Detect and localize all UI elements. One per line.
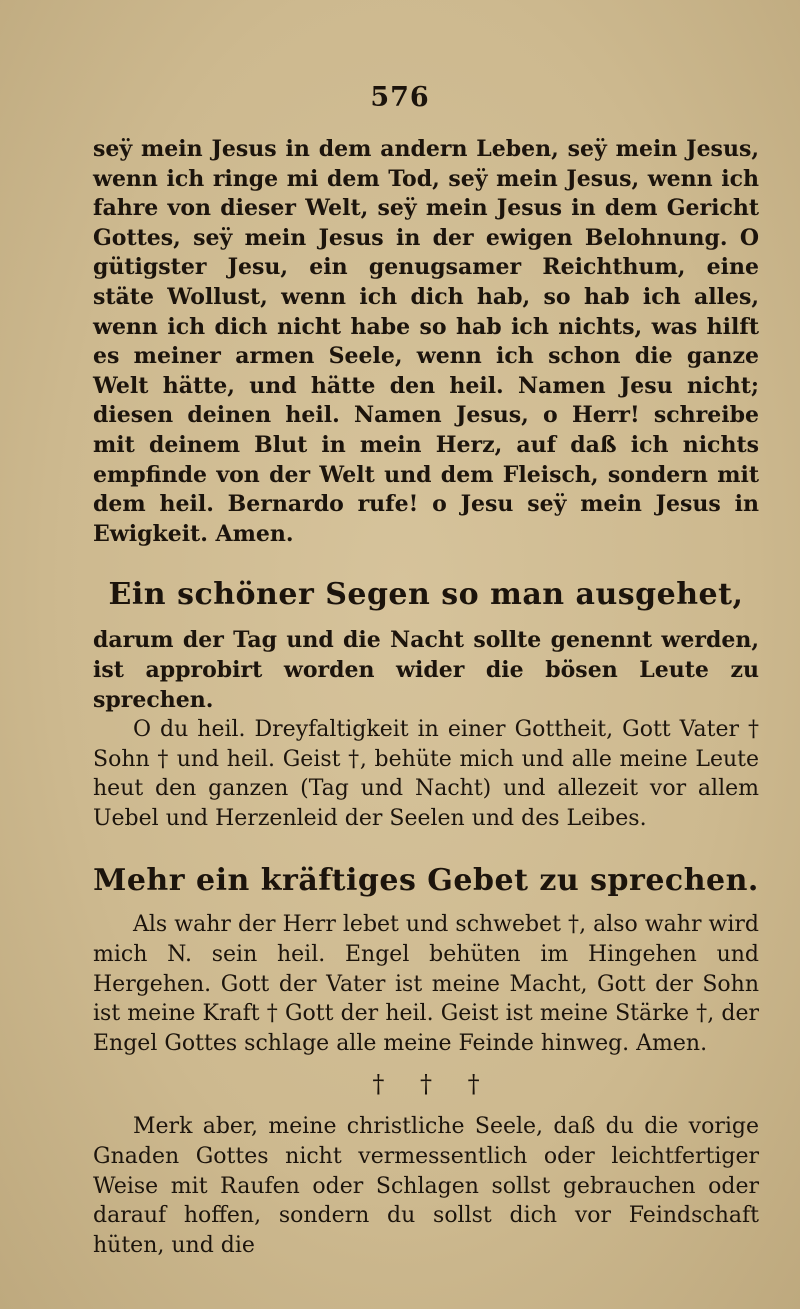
page-number: 576 <box>370 82 430 113</box>
paragraph-1: seÿ mein Jesus in dem andern Leben, seÿ mein Jesus, wenn ich ringe mi dem Tod, seÿ mein Jesus, wenn ich fahre von dieser Welt, seÿ mein Jesus in dem Gericht Gottes, seÿ mein Jesus in der ewigen Belohnung. O gütigster Jesu, ein genugsamer Reichthum, eine stäte Wollust, wenn ich dich hab, so hab ich alles, wenn ich dich nicht habe so hab ich nichts, was hilft es meiner armen Seele, wenn ich schon die ganze Welt hätte, und hätte den heil. Namen Jesu nicht; diesen deinen heil. Namen Jesus, o Herr! schreibe mit deinem Blut in mein Herz, auf daß ich nichts empfinde von der Welt und dem Fleisch, sondern mit dem heil. Bernardo rufe! o Jesu seÿ mein Jesus in Ewigkeit. Amen. <box>93 136 759 547</box>
paragraph-3: O du heil. Dreyfaltigkeit in einer Gottheit, Gott Vater † Sohn † und heil. Geist †, behüte mich und alle meine Leute heut den ganzen (Tag und Nacht) und allezeit vor allem Uebel und Herzenleid der Seelen und des Leibes. <box>93 717 759 831</box>
crosses-line: † † † <box>372 1070 480 1099</box>
paragraph-2: darum der Tag und die Nacht sollte genennt werden, ist approbirt worden wider die bösen Leute zu sprechen. <box>93 627 759 713</box>
page-content <box>93 135 759 1260</box>
paragraph-5: Merk aber, meine christliche Seele, daß du die vorige Gnaden Gottes nicht vermessentlich oder leichtfertiger Weise mit Raufen oder Schlagen sollst gebrauchen oder darauf hoffen, sondern du sollst dich vor Feindschaft hüten, und die <box>93 1114 759 1258</box>
heading-prayer: Mehr ein kräftiges Gebet zu sprechen. <box>93 863 759 899</box>
heading-blessing: Ein schöner Segen so man ausgehet, <box>108 577 744 613</box>
paragraph-4: Als wahr der Herr lebet und schwebet †, also wahr wird mich N. sein heil. Engel behüten im Hingehen und Hergehen. Gott der Vater ist meine Macht, Gott der Sohn ist meine Kraft † Gott der heil. Geist ist meine Stärke †, der Engel Gottes schlage alle meine Feinde hinweg. Amen. <box>93 912 759 1056</box>
